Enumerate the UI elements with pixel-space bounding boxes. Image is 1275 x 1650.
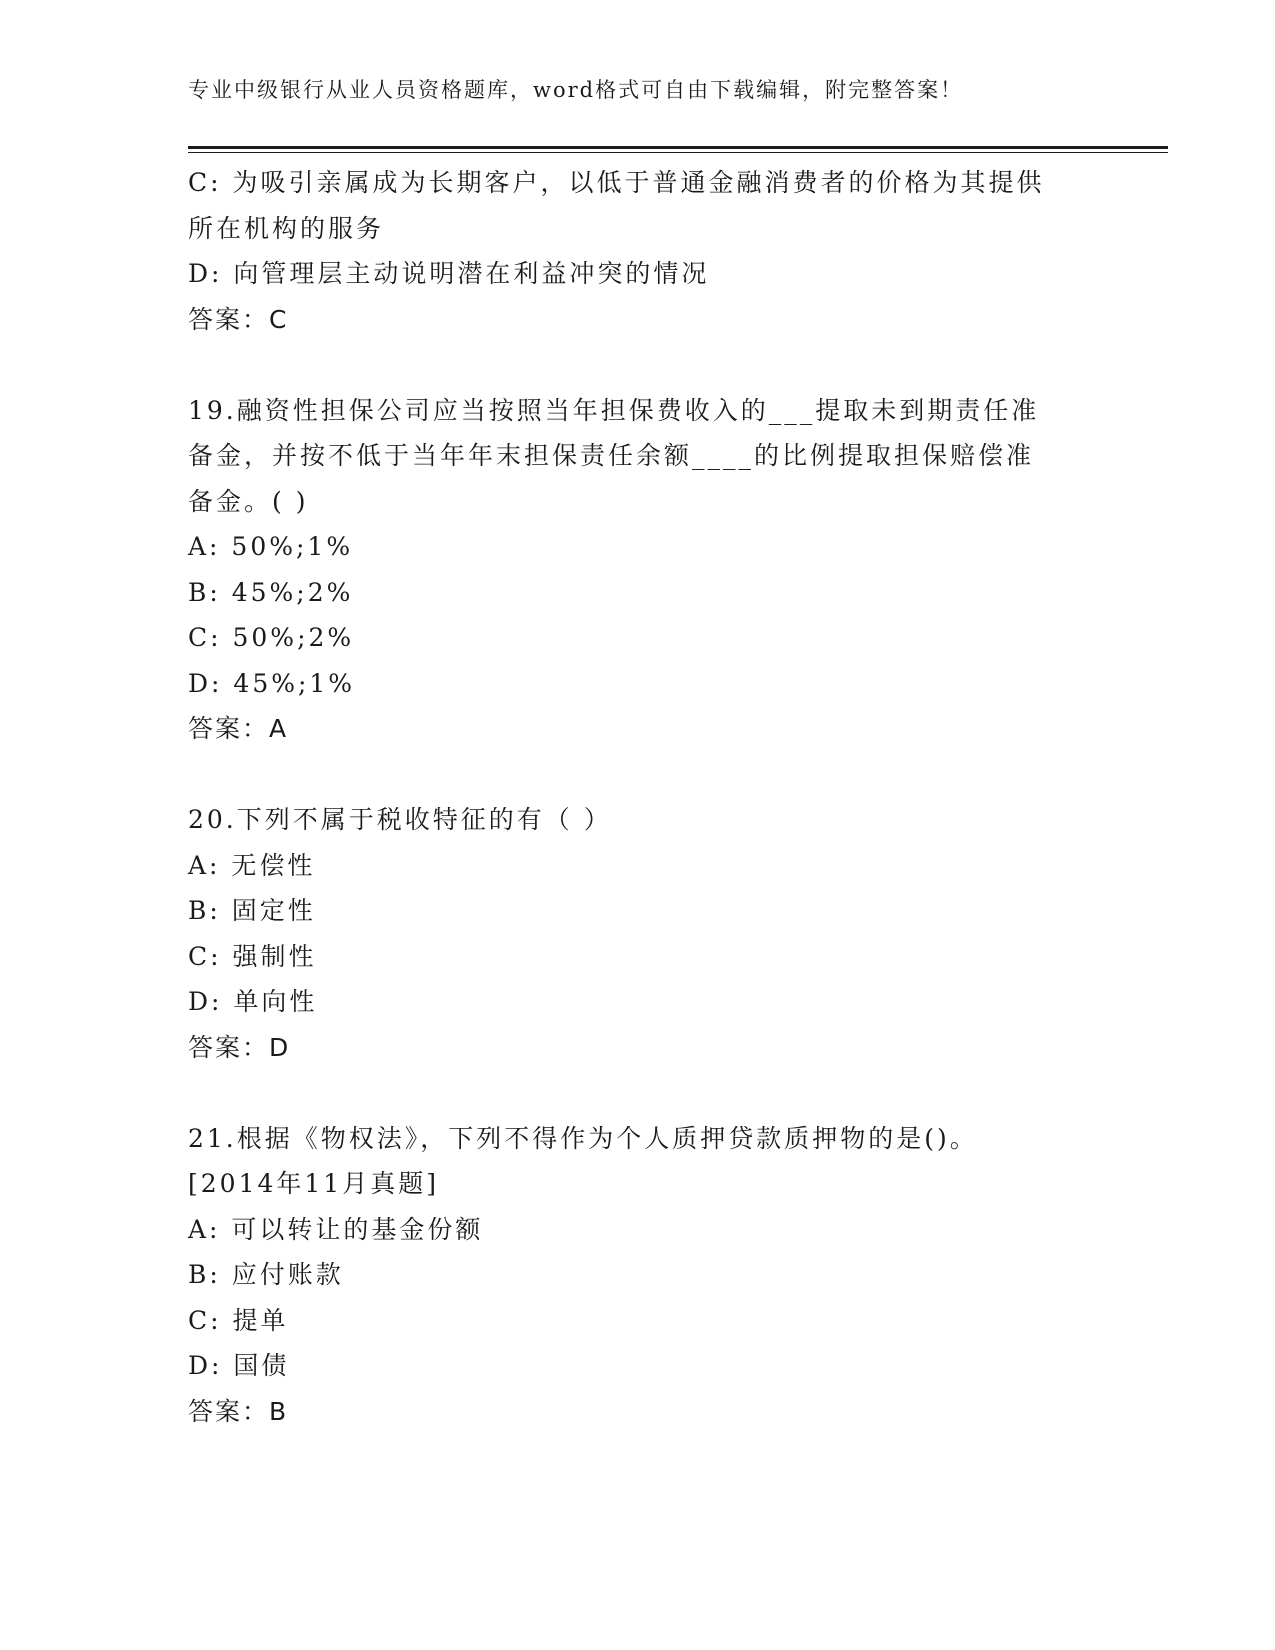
option-a: A: 无偿性 — [188, 850, 316, 880]
question-stem: 19.融资性担保公司应当按照当年担保费收入的___提取未到期责任准 — [188, 395, 1040, 425]
question-stem: [2014年11月真题] — [188, 1169, 439, 1198]
question-21 — [188, 1116, 1088, 1435]
option-c-wrap: 所在机构的服务 — [188, 213, 385, 243]
spacer — [188, 752, 1088, 798]
option-a: A: 50%;1% — [188, 532, 354, 561]
question-stem: 备金，并按不低于当年年末担保责任余额____的比例提取担保赔偿准 — [188, 441, 1035, 470]
option-c: C: 提单 — [188, 1305, 289, 1335]
spacer — [188, 342, 1088, 388]
option-c: C: 强制性 — [188, 941, 317, 971]
answer: 答案：C — [188, 304, 289, 334]
answer: 答案：D — [188, 1032, 291, 1062]
question-18-continuation — [188, 160, 1088, 342]
page-header: 专业中级银行从业人员资格题库，word格式可自由下载编辑，附完整答案！ — [188, 78, 964, 102]
header-rule-thick — [188, 146, 1168, 149]
spacer — [188, 1070, 1088, 1116]
option-d: D: 向管理层主动说明潜在利益冲突的情况 — [188, 259, 710, 288]
answer: 答案：B — [188, 1396, 289, 1426]
question-19 — [188, 388, 1088, 752]
option-c: C: 50%;2% — [188, 623, 355, 652]
answer: 答案：A — [188, 714, 289, 743]
option-d: D: 单向性 — [188, 987, 318, 1016]
question-stem: 备金。( ) — [188, 486, 309, 516]
option-b: B: 固定性 — [188, 896, 316, 925]
option-b: B: 应付账款 — [188, 1260, 344, 1289]
option-d: D: 45%;1% — [188, 668, 356, 698]
option-a: A: 可以转让的基金份额 — [188, 1214, 484, 1244]
document-body — [188, 160, 1088, 1434]
question-stem: 20.下列不属于税收特征的有（ ） — [188, 805, 612, 834]
option-c: C: 为吸引亲属成为长期客户，以低于普通金融消费者的价格为其提供 — [188, 168, 1045, 197]
question-20 — [188, 797, 1088, 1070]
option-d: D: 国债 — [188, 1351, 290, 1380]
header-rule-thin — [188, 152, 1168, 153]
option-b: B: 45%;2% — [188, 577, 354, 607]
question-stem: 21.根据《物权法》，下列不得作为个人质押贷款质押物的是()。 — [188, 1123, 978, 1153]
